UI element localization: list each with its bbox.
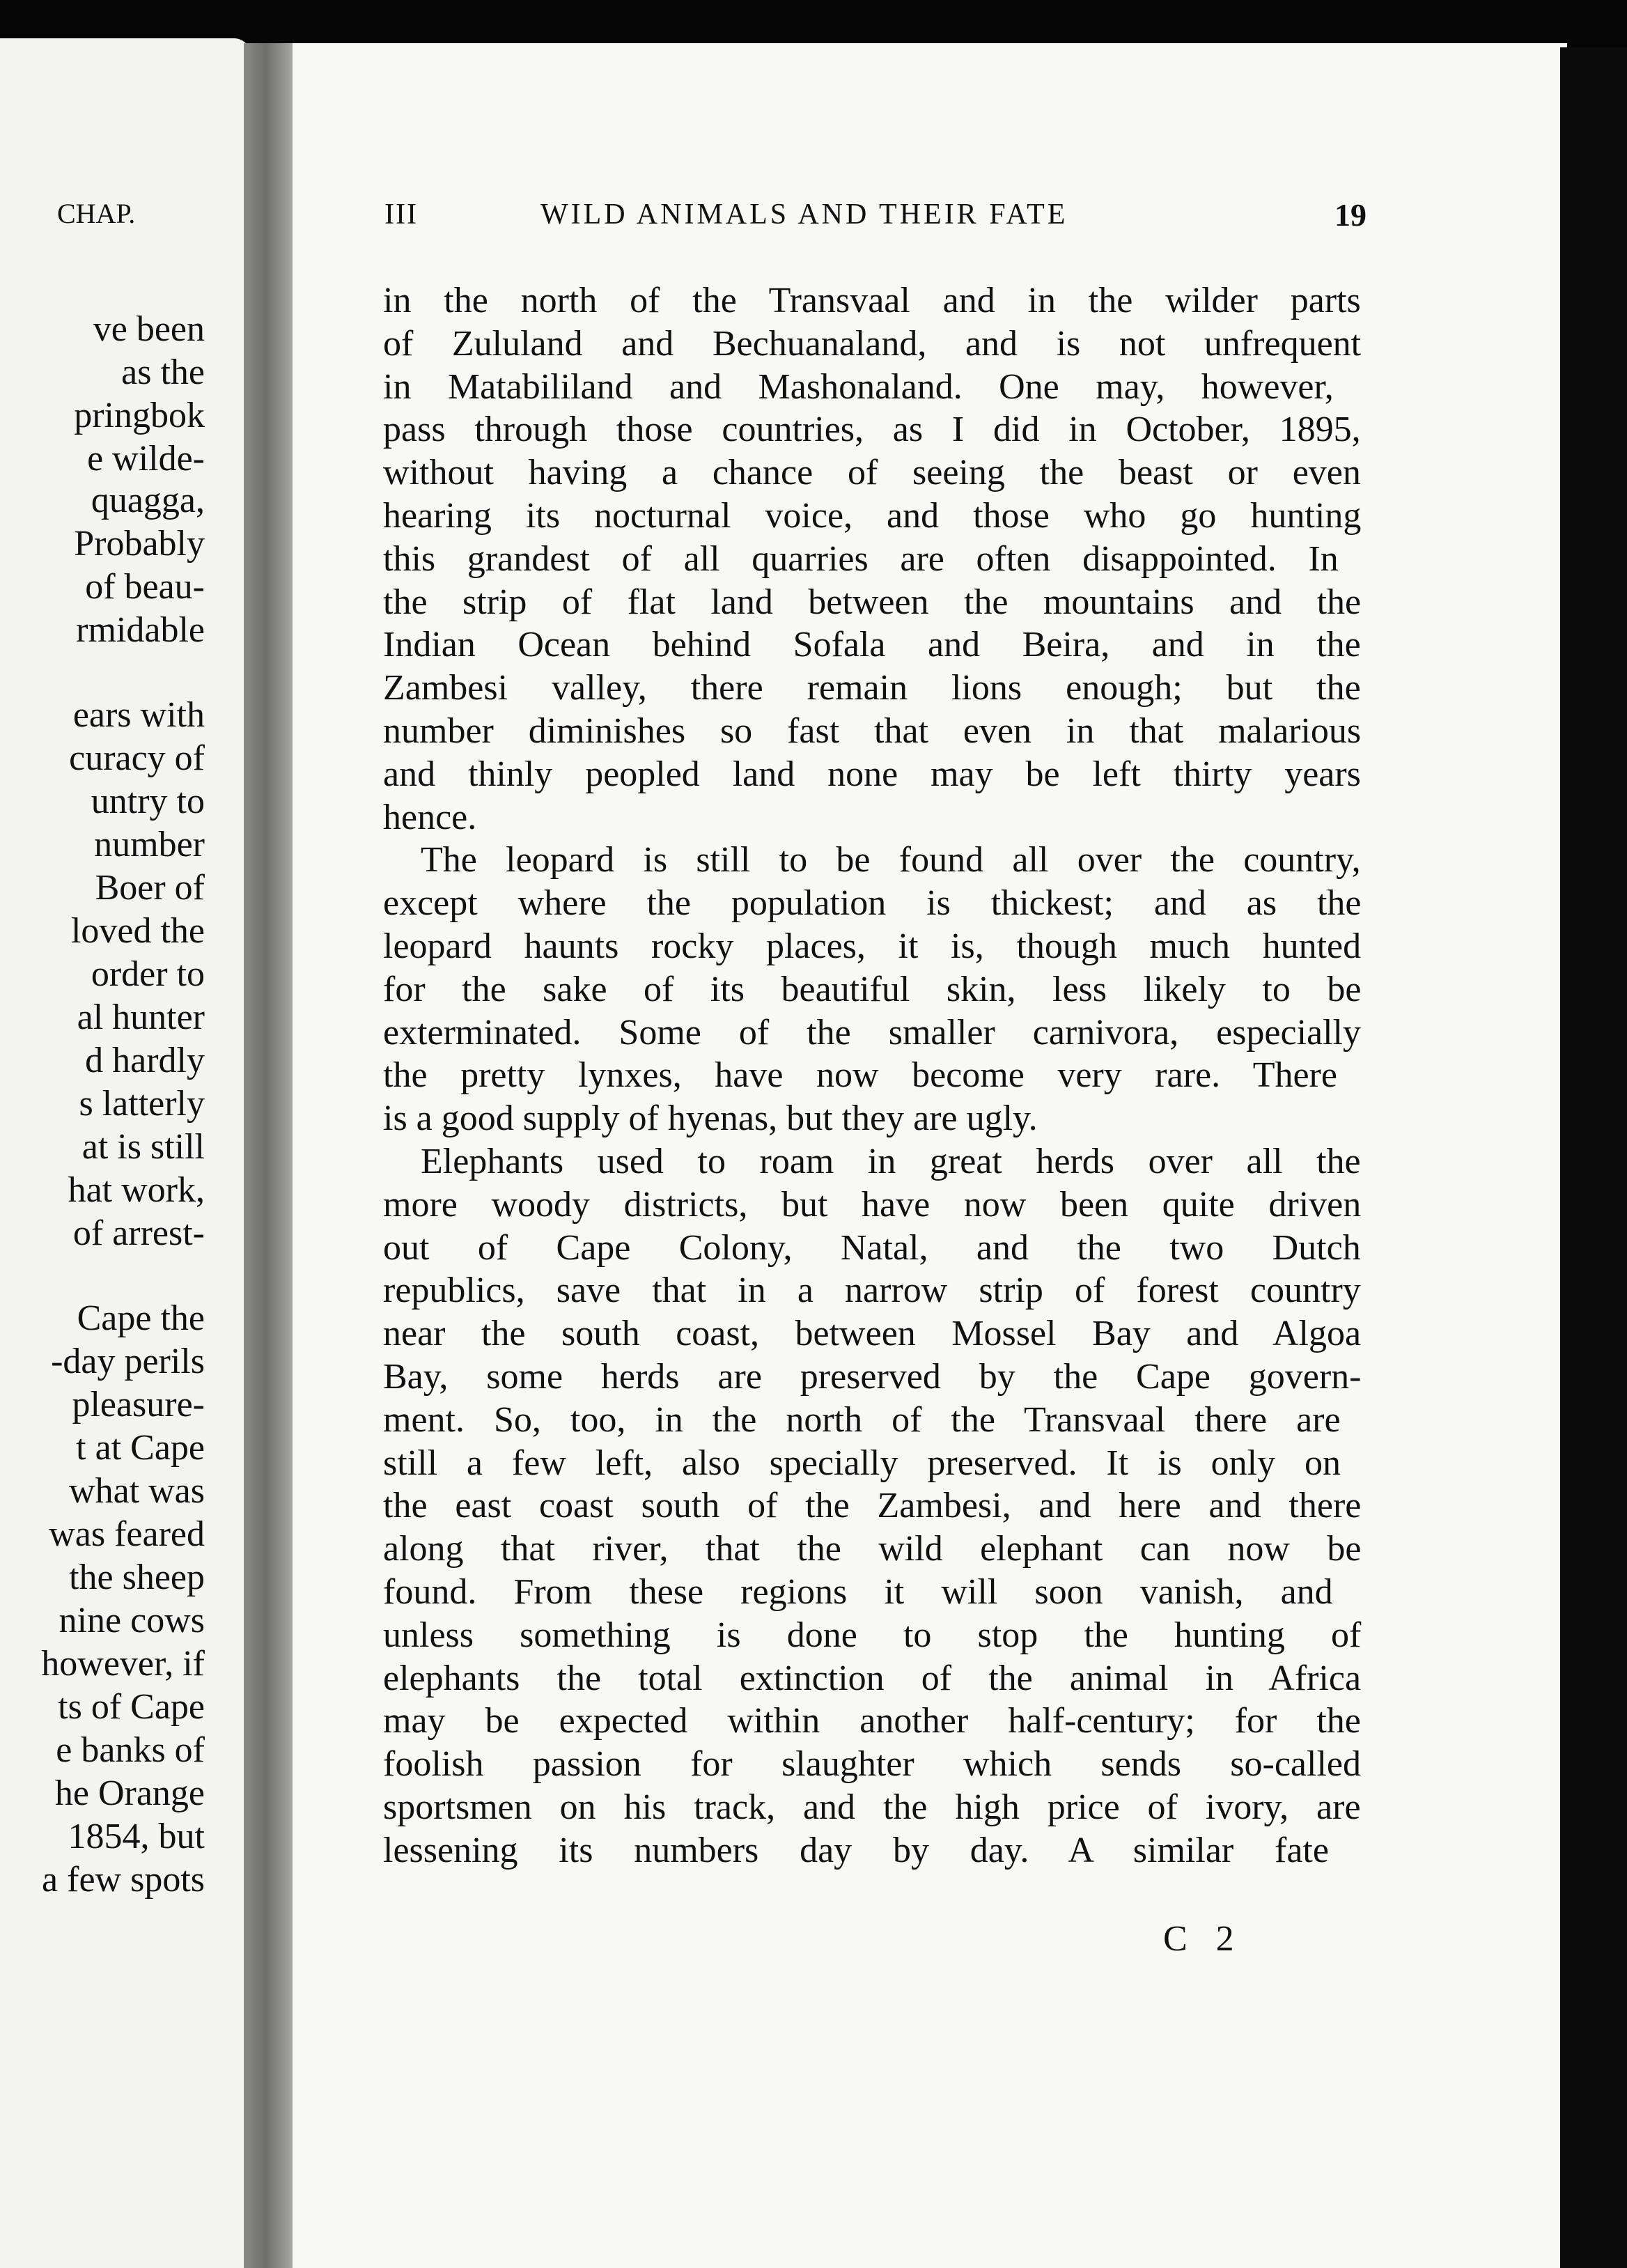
body-text-line: in Matabililand and Mashonaland. One may, however, xyxy=(383,367,1334,407)
body-text-line: Bay, some herds are preserved by the Cape govern- xyxy=(383,1357,1362,1397)
body-text-line: unless something is done to stop the hunting of xyxy=(383,1615,1362,1655)
body-text-line: the strip of flat land between the mountains and the xyxy=(383,582,1362,622)
left-page-line: pleasure- xyxy=(72,1385,205,1424)
body-text-line: republics, save that in a narrow strip of forest country xyxy=(383,1271,1361,1310)
body-text-line: Zambesi valley, there remain lions enough; but the xyxy=(383,668,1361,708)
left-page-line: was feared xyxy=(49,1514,205,1554)
body-text-line: along that river, that the wild elephant can now be xyxy=(383,1529,1362,1569)
left-page-line: as the xyxy=(121,352,205,392)
body-text-line: Indian Ocean behind Sofala and Beira, and in the xyxy=(383,625,1361,665)
body-text-line: without having a chance of seeing the beast or even xyxy=(383,453,1361,492)
body-text-line: except where the population is thickest; and as the xyxy=(383,883,1362,923)
left-page-line: the sheep xyxy=(69,1558,205,1597)
left-page-line: e wilde- xyxy=(87,439,205,479)
left-page-line: curacy of xyxy=(69,738,205,778)
body-text-line: near the south coast, between Mossel Bay and Algoa xyxy=(383,1314,1362,1353)
body-text-line: exterminated. Some of the smaller carnivora, especially xyxy=(383,1013,1361,1053)
left-page-line: hat work, xyxy=(68,1170,205,1210)
left-page-line: he Orange xyxy=(54,1773,205,1813)
left-page-line: d hardly xyxy=(85,1041,205,1080)
left-page-line: a few spots xyxy=(42,1860,205,1900)
running-title: WILD ANIMALS AND THEIR FATE xyxy=(540,199,1068,231)
left-page-line: what was xyxy=(69,1471,205,1511)
body-text-line: of Zululand and Bechuanaland, and is not unfrequent xyxy=(383,324,1362,364)
left-page-line: ts of Cape xyxy=(58,1687,205,1727)
body-text-line: sportsmen on his track, and the high price of ivory, are xyxy=(383,1787,1361,1827)
left-page-line: ears with xyxy=(72,695,205,735)
signature-mark: C 2 xyxy=(1163,1919,1244,1959)
scan-border-right xyxy=(1560,47,1627,2268)
left-page-line: quagga, xyxy=(91,481,205,520)
body-text-line: foolish passion for slaughter which sends so-called xyxy=(383,1744,1361,1784)
left-page xyxy=(0,38,251,2268)
body-text-line: leopard haunts rocky places, it is, though much hunted xyxy=(383,926,1362,966)
left-page-line: order to xyxy=(91,954,205,994)
left-page-line: t at Cape xyxy=(76,1428,205,1468)
left-page-line: nine cows xyxy=(59,1601,205,1640)
left-page-line: ve been xyxy=(93,309,205,349)
left-page-line: s latterly xyxy=(79,1084,205,1124)
left-page-line: Cape the xyxy=(77,1298,205,1338)
body-text-line: out of Cape Colony, Natal, and the two Dutch xyxy=(383,1228,1361,1268)
left-running-head: CHAP. xyxy=(57,198,136,229)
left-page-line: untry to xyxy=(91,782,205,821)
body-text-line: more woody districts, but have now been quite driven xyxy=(383,1185,1362,1225)
body-text-line: Elephants used to roam in great herds over all the xyxy=(421,1142,1361,1181)
left-page-line: however, if xyxy=(41,1644,205,1684)
chapter-numeral: III xyxy=(384,199,418,231)
body-text-line: for the sake of its beautiful skin, less likely to be xyxy=(383,970,1362,1009)
body-text-line: lessening its numbers day by day. A similar fate xyxy=(383,1831,1329,1870)
left-page-line: number xyxy=(94,825,205,864)
body-text-line: elephants the total extinction of the animal in Africa xyxy=(383,1659,1362,1698)
left-page-line: -day perils xyxy=(51,1342,205,1381)
left-page-line: rmidable xyxy=(76,610,205,650)
body-text-line: still a few left, also specially preserved. It is only on xyxy=(383,1443,1341,1483)
body-text-line: this grandest of all quarries are often disappointed. In xyxy=(383,539,1339,579)
body-text-line: The leopard is still to be found all over the country, xyxy=(421,840,1361,880)
body-text-line: pass through those countries, as I did in October, 1895, xyxy=(383,410,1361,449)
body-text-line: the pretty lynxes, have now become very rare. There xyxy=(383,1055,1337,1095)
left-page-line: loved the xyxy=(70,911,205,951)
page-number: 19 xyxy=(1334,197,1367,233)
left-page-line: e banks of xyxy=(56,1730,205,1770)
body-text-line: found. From these regions it will soon vanish, and xyxy=(383,1572,1333,1612)
left-page-line: of arrest- xyxy=(72,1213,205,1253)
body-text-line: ment. So, too, in the north of the Transvaal there are xyxy=(383,1400,1341,1440)
left-page-line: pringbok xyxy=(74,396,205,435)
body-text-line: and thinly peopled land none may be left thirty years xyxy=(383,754,1361,794)
body-text-line: the east coast south of the Zambesi, and here and there xyxy=(383,1486,1362,1525)
body-text-line: is a good supply of hyenas, but they are ugly. xyxy=(383,1098,1038,1138)
body-text-line: in the north of the Transvaal and in the wilder parts xyxy=(383,281,1361,320)
right-page xyxy=(293,43,1567,2268)
body-text-line: may be expected within another half-century; for the xyxy=(383,1701,1361,1741)
left-page-line: Probably xyxy=(74,524,205,564)
body-text-line: hearing its nocturnal voice, and those who go hunting xyxy=(383,496,1362,536)
left-page-line: 1854, but xyxy=(68,1817,205,1856)
left-page-line: al hunter xyxy=(77,997,205,1037)
left-page-line: at is still xyxy=(81,1127,205,1167)
body-text-line: hence. xyxy=(383,798,477,837)
left-page-line: of beau- xyxy=(85,567,205,607)
body-text-line: number diminishes so fast that even in that malarious xyxy=(383,711,1362,751)
left-page-line: Boer of xyxy=(95,868,205,908)
